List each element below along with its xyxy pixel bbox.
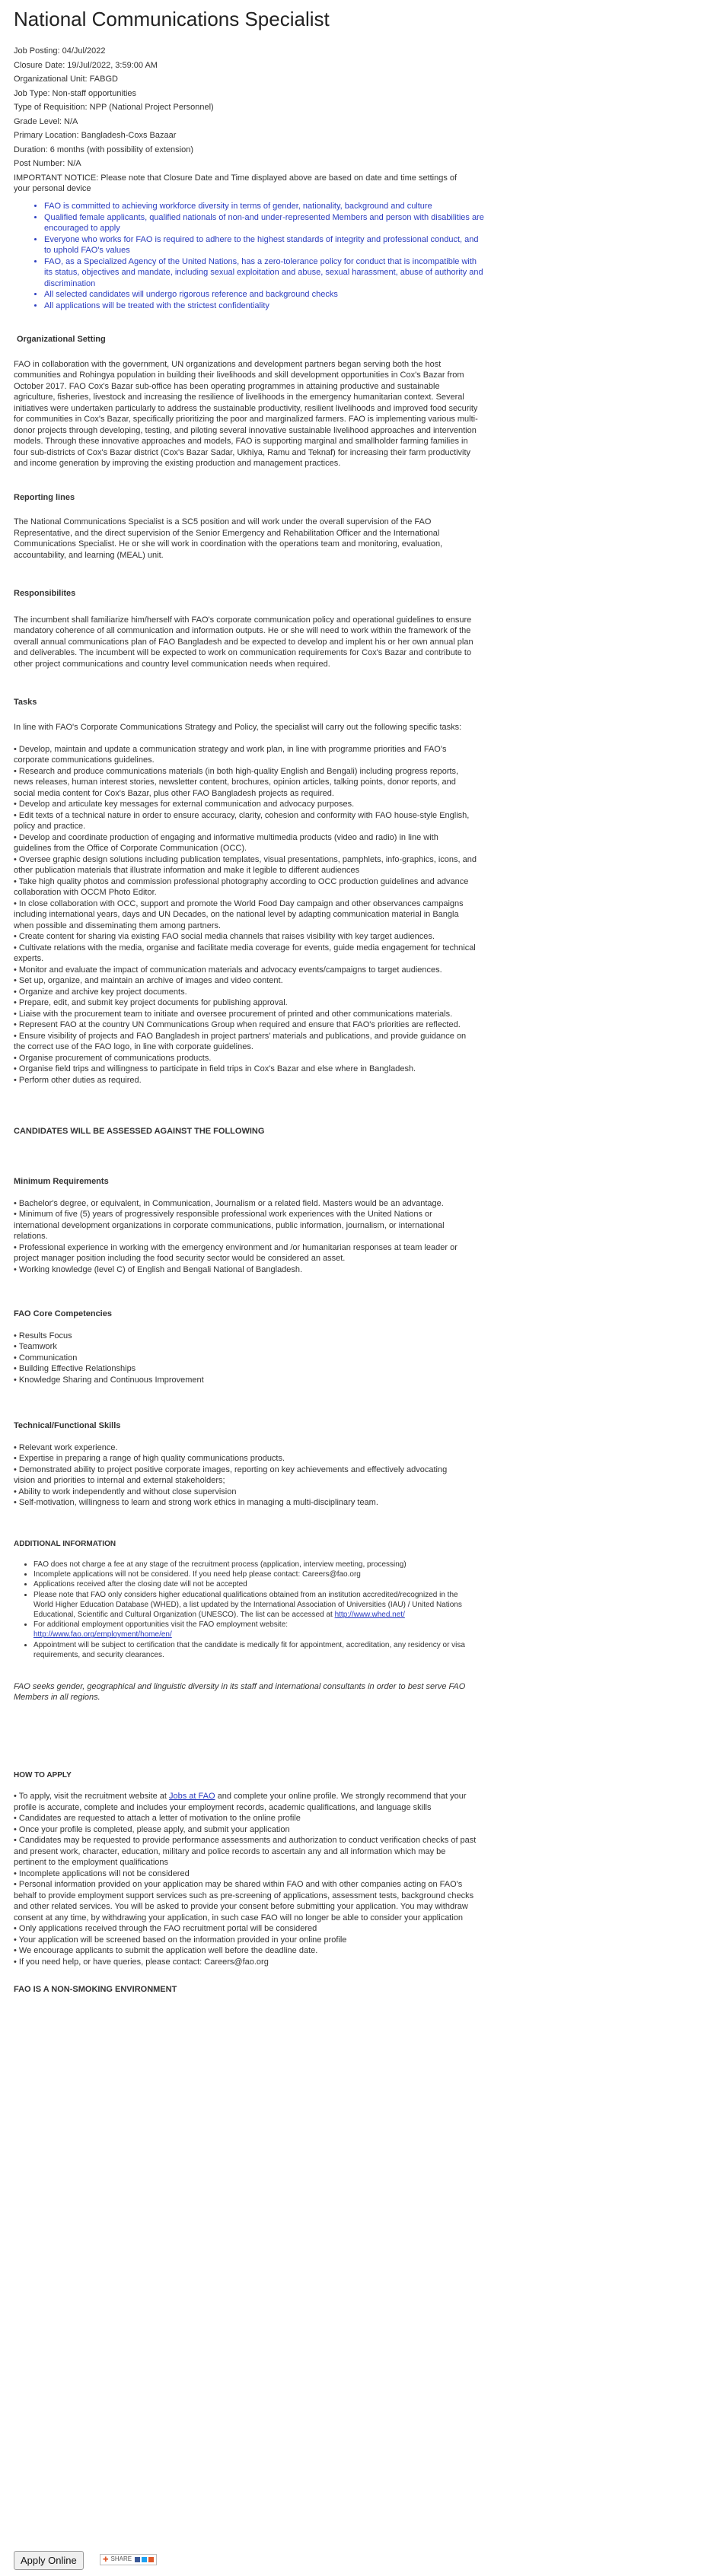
apply-intro-prefix: • To apply, visit the recruitment website at [14,1792,167,1802]
list-item: • Cultivate relations with the media, organise and facilitate media coverage for events, guide media engagement for technical experts. [14,943,476,964]
additional-info-list [14,1560,478,1660]
list-item: • Professional experience in working with the emergency environment and /or humanitarian responses at team leader or project manager position including the food security sector would be considered an asset. [14,1242,458,1264]
meta-grade-level: Grade Level: N/A [14,116,78,126]
list-item: • Relevant work experience. [14,1442,118,1452]
list-item: • Applications received after the closing date will not be accepted [33,1579,478,1589]
notice-item: • All selected candidates will undergo rigorous reference and background checks [44,289,486,301]
list-item: • Ability to work independently and without close supervision [14,1487,237,1496]
list-item: • FAO does not charge a fee at any stage of the recruitment process (application, interview meeting, processing) [33,1560,478,1569]
how-to-apply-section [14,1770,478,1967]
list-item: • Communication [14,1353,78,1363]
list-item: • Only applications received through the FAO recruitment portal will be considered [14,1924,317,1934]
meta-job-type: Job Type: Non-staff opportunities [14,88,137,98]
twitter-icon[interactable] [142,2557,147,2562]
section-heading: Reporting lines [14,492,75,502]
list-item: • Building Effective Relationships [14,1364,136,1374]
list-item: • Develop, maintain and update a communication strategy and work plan, in line with programme priorities and FAO's corporate communications guidelines. [14,744,447,765]
list-item: • Ensure visibility of projects and FAO Bangladesh in project partners' materials and publications, and provide guidance on the correct use of the FAO logo, in line with corporate guidelines. [14,1031,467,1052]
meta-primary-location: Primary Location: Bangladesh-Coxs Bazaar [14,131,177,141]
min-requirements-section [14,1176,478,1275]
list-item: • Demonstrated ability to project positive corporate images, reporting on key achievements and effectively advocating vision and priorities to internal and external stakeholders; [14,1465,448,1486]
list-item: • Candidates may be requested to provide performance assessments and authorization to conduct verification checks of past and present work, character, education, military and police records to ascertain any and all information which may be pertinent to the employment qualifications [14,1836,477,1868]
section-heading: FAO Core Competencies [14,1309,112,1319]
list-item: • Organise field trips and willingness to participate in field trips in Cox's Bazar and else where in Bangladesh. [14,1064,416,1074]
responsibilities-text: The incumbent shall familiarize him/herself with FAO's corporate communication policy and operational guidelines to ensure mandatory coherence of all communication and information outputs. He or she will need to work within the framework of the overall annual communications plan of FAO Bangladesh and be expected to develop and implent his or her own annual plan and deliverables. The incumbent will be expected to work on communication requirements for Cox's Bazar and contribute to other project communications and country level communication needs when required. [14,615,473,669]
list-item: • Results Focus [14,1331,72,1340]
reporting-section [14,492,470,561]
list-item: • Bachelor's degree, or equivalent, in Communication, Journalism or a related field. Masters would be an advantage. [14,1198,444,1208]
list-item: • Prepare, edit, and submit key project documents for publishing approval. [14,998,288,1008]
share-widget[interactable] [100,2554,157,2565]
notice-item: • FAO, as a Specialized Agency of the United Nations, has a zero-tolerance policy for conduct that is incompatible with its status, objectives and mandate, including sexual exploitation and abuse, sexual harassment, abuse of authority and discrimination [44,256,486,290]
list-item [14,1791,478,1813]
technical-skills-section [14,1420,470,1509]
list-item: • Once your profile is completed, please apply, and submit your application [14,1824,290,1834]
additional-info-section [14,1539,478,1660]
list-item: • Personal information provided on your application may be shared within FAO and with other companies acting on FAO's behalf to provide employment support services such as pre-screening of applications, assessment tests, background checks and other related services. You will be asked to provide your consent before submitting your application. You may withdraw consent at any time, by withdrawing your application, in such case FAO will no longer be able to consider your application [14,1880,474,1922]
apply-online-button[interactable]: Apply Online [14,2551,84,2570]
list-item: • Create content for sharing via existing FAO social media channels that raises visibility with key target audiences. [14,932,435,942]
share-label: SHARE [110,2555,132,2563]
employment-link[interactable]: http://www.fao.org/employment/home/en/ [33,1630,172,1639]
share-icon: ✚ [103,2555,109,2563]
how-to-apply-body [14,1791,478,1967]
org-setting-text: FAO in collaboration with the government, UN organizations and development partners began serving both the host communities and Rohingya population in building their livelihoods and skill development opportunities in Cox's Bazar from October 2017. FAO Cox's Bazar sub-office has been operating programmes in attaining productive and sustainable agriculture, fisheries, livestock and increasing the resilience of livelihoods in the emergency humanitarian context. Several initiatives were undertaken particularly to address the sustainable productivity, resilient livelihoods and improved food security for communities in Cox's Bazar, specifically prioritizing the poor and marginalized farmers. FAO is implementing various multi-donor projects through developing, testing, and piloting several innovative sustainable livelihood approaches and intervention models. Through these innovative approaches and models, FAO is supporting marginal and smallholder farming families in four sub-districts of Cox's Bazar district (Cox's Bazar Sadar, Ukhiya, Ramu and Teknaf) for increasing their farm productivity and income generation by improving the existing production and management practices. [14,359,478,469]
list-item: • Incomplete applications will not be considered. If you need help please contact: Careers@fao.org [33,1569,478,1579]
tasks-intro: In line with FAO's Corporate Communications Strategy and Policy, the specialist will carry out the following specific tasks: [14,723,462,732]
tasks-section [14,697,478,1086]
responsibilities-section [14,588,478,669]
diversity-statement: FAO seeks gender, geographical and linguistic diversity in its staff and international consultants in order to best serve FAO Members in all regions. [14,1681,466,1703]
core-competencies-list [14,1331,697,1386]
reporting-text: The National Communications Specialist is a SC5 position and will work under the overall supervision of the FAO Representative, and the direct supervision of the Senior Emergency and Rehabilitation Officer and the International Communications Specialist. He or she will work in coordination with the operations team and monitoring, evaluation, accountability, and learning (MEAL) unit. [14,517,443,560]
notice-item: • All applications will be treated with the strictest confidentiality [44,301,486,312]
list-item: • Develop and articulate key messages for external communication and advocacy purposes. [14,800,355,809]
list-item: • If you need help, or have queries, please contact: Careers@fao.org [14,1957,269,1967]
list-item: • Set up, organize, and maintain an archive of images and video content. [14,976,283,986]
list-item: • Organise procurement of communications products. [14,1053,212,1063]
notice-item: • Everyone who works for FAO is required to adhere to the highest standards of integrity and professional conduct, and to uphold FAO's values [44,234,486,256]
section-heading: Technical/Functional Skills [14,1421,121,1431]
list-item: • Organize and archive key project documents. [14,987,187,997]
list-item [33,1620,478,1639]
list-item: • Your application will be screened based on the information provided in your online profile [14,1935,347,1945]
notice-item: • Qualified female applicants, qualified nationals of non-and under-represented Members and person with disabilities are encouraged to apply [44,212,486,234]
meta-important-notice: IMPORTANT NOTICE: Please note that Closure Date and Time displayed above are based on date and time settings of your personal device [14,173,458,194]
list-item: • Perform other duties as required. [14,1075,142,1085]
meta-job-posting: Job Posting: 04/Jul/2022 [14,46,106,56]
min-requirements-list [14,1198,478,1276]
list-item: • Self-motivation, willingness to learn and strong work ethics in managing a multi-disciplinary team. [14,1498,378,1508]
list-item: • Minimum of five (5) years of progressively responsible professional work experiences with the United Nations or international development organizations in corporate communications, public information, journalism, or international relations. [14,1210,445,1242]
list-item: • Expertise in preparing a range of high quality communications products. [14,1454,285,1464]
list-item: • Liaise with the procurement team to initiate and oversee procurement of printed and other communications materials. [14,1009,453,1019]
apply-intro-suffix: and complete your online profile. We strongly recommend that your profile is accurate, complete and includes your employment records, academic qualifications, and language skills [14,1792,467,1812]
section-heading: ADDITIONAL INFORMATION [14,1539,116,1548]
meta-duration: Duration: 6 months (with possibility of extension) [14,145,193,154]
assessed-heading: CANDIDATES WILL BE ASSESSED AGAINST THE FOLLOWING [14,1126,265,1136]
section-heading: Tasks [14,698,37,708]
list-item: • Represent FAO at the country UN Communications Group when required and ensure that FAO's priorities are reflected. [14,1020,461,1030]
job-meta [14,46,697,195]
notice-list [14,201,486,311]
employment-note: For additional employment opportunities visit the FAO employment website: [33,1620,289,1630]
list-item: • Incomplete applications will not be considered [14,1868,190,1878]
org-setting-section [14,334,478,469]
jobs-at-fao-link[interactable]: Jobs at FAO [168,1792,215,1802]
meta-closure-date: Closure Date: 19/Jul/2022, 3:59:00 AM [14,60,158,70]
facebook-icon[interactable] [135,2557,140,2562]
list-item: • Knowledge Sharing and Continuous Improvement [14,1375,204,1385]
section-heading: Minimum Requirements [14,1177,109,1187]
page-title: National Communications Specialist [14,8,330,30]
list-item: • We encourage applicants to submit the application well before the deadline date. [14,1946,318,1956]
list-item: • In close collaboration with OCC, support and promote the World Food Day campaign and other observances campaigns including international years, days and UN Decades, on the national level by adapting communication material in Bangla when possible and disseminating them among partners. [14,898,464,930]
non-smoking-notice: FAO IS A NON-SMOKING ENVIRONMENT [14,1985,177,1995]
meta-org-unit: Organizational Unit: FABGD [14,75,118,84]
section-heading: HOW TO APPLY [14,1770,72,1779]
meta-post-number: Post Number: N/A [14,159,81,169]
list-item: • Candidates are requested to attach a letter of motivation to the online profile [14,1814,301,1824]
notice-item: • FAO is committed to achieving workforce diversity in terms of gender, nationality, background and culture [44,201,486,212]
core-competencies-section [14,1309,697,1385]
list-item: • Take high quality photos and commission professional photography according to OCC production guidelines and advance collaboration with OCCM Photo Editor. [14,876,469,898]
list-item: • Edit texts of a technical nature in order to ensure accuracy, clarity, cohesion and conformity with FAO house-style English, policy and practice. [14,810,470,832]
list-item: • Monitor and evaluate the impact of communication materials and advocacy events/campaigns to target audiences. [14,965,442,975]
list-item: • Appointment will be subject to certification that the candidate is medically fit for appointment, accreditation, any residency or visa requirements, and security clearances. [33,1640,478,1660]
list-item: • Develop and coordinate production of engaging and informative multimedia products (video and radio) in line with guidelines from the Office of Corporate Communication (OCC). [14,832,438,854]
list-item: • Teamwork [14,1342,57,1352]
whed-note: Please note that FAO only considers higher educational qualifications obtained from an institution accredited/recognized in the World Higher Education Database (WHED), a list updated by the International Association of Universities (IAU) / United Nations Educational, Scientific and Cultural Organization (UNESCO). The list can be accessed at [33,1590,462,1619]
technical-skills-list [14,1442,470,1509]
list-item: • Research and produce communications materials (in both high-quality English and Bengali) including progress reports, news releases, human interest stories, newsletter content, brochures, opinion articles, talking points, donor reports, and social media content for Cox's Bazar, plus other FAO Bangladesh projects as required. [14,766,459,798]
list-item [33,1590,478,1620]
email-icon[interactable] [148,2557,154,2562]
section-heading: Organizational Setting [17,335,106,345]
meta-requisition-type: Type of Requisition: NPP (National Project Personnel) [14,103,214,113]
whed-link[interactable]: http://www.whed.net/ [334,1610,405,1619]
section-heading: Responsibilites [14,589,76,599]
list-item: • Oversee graphic design solutions including publication templates, visual presentations, pamphlets, info-graphics, icons, and other publication materials that illustrate information and make it legible to different audiences [14,854,477,876]
list-item: • Working knowledge (level C) of English and Bengali National of Bangladesh. [14,1264,303,1274]
tasks-list [14,744,478,1086]
